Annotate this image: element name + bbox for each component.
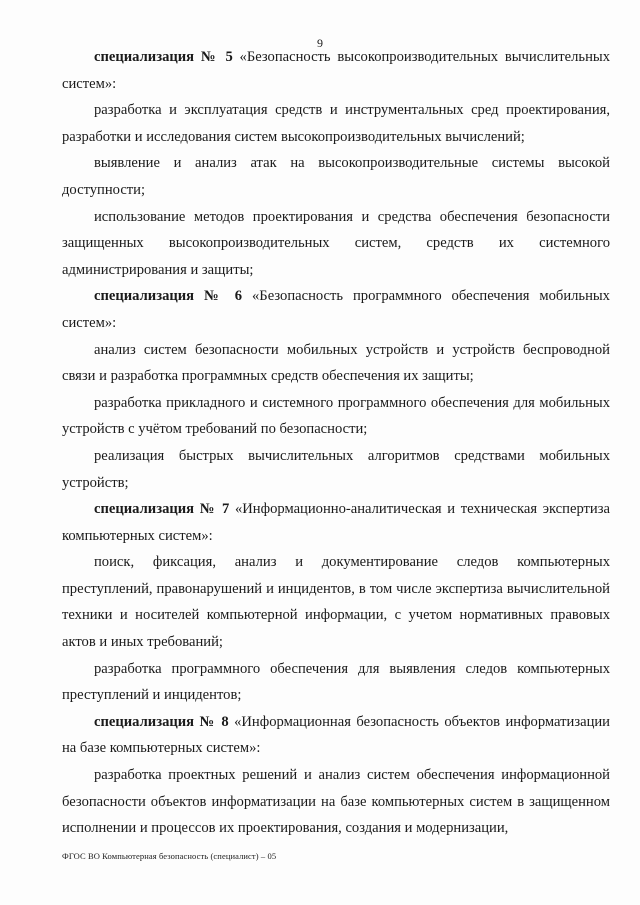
paragraph-text: использование методов проектирования и средства обеспечения безопасности защищенных высокопроизводительных систем, средств их системного администрирования и защиты; [62,208,610,278]
paragraph-text: анализ систем безопасности мобильных устройств и устройств беспроводной связи и разработка программных средств обеспечения их защиты; [62,341,610,385]
paragraph [62,44,610,97]
paragraph-text: «Информационная безопасность объектов информатизации на базе компьютерных систем»: [62,713,610,757]
specialization-label: специализация № 8 [94,713,229,730]
paragraph [62,337,610,390]
paragraph [62,443,610,496]
paragraph [62,656,610,709]
paragraph-text: реализация быстрых вычислительных алгоритмов средствами мобильных устройств; [62,447,610,491]
paragraph [62,709,610,762]
paragraph-text: разработка прикладного и системного программного обеспечения для мобильных устройств с учётом требований по безопасности; [62,394,610,438]
paragraph-text: «Безопасность программного обеспечения мобильных систем»: [62,288,610,331]
paragraph [62,762,610,842]
paragraph-text: поиск, фиксация, анализ и документирование следов компьютерных преступлений, правонарушений и инцидентов, в том числе экспертиза вычислительной техники и носителей компьютерной информации, с учетом нормативных правовых актов и иных требований; [62,554,610,651]
paragraph-text: выявление и анализ атак на высокопроизводительные системы высокой доступности; [62,155,610,198]
specialization-label: специализация № 6 [94,288,243,305]
paragraph [62,283,610,336]
paragraph-text: разработка программного обеспечения для выявления следов компьютерных преступлений и инцидентов; [62,660,610,704]
document-body [62,44,610,842]
paragraph-text: разработка проектных решений и анализ систем обеспечения информационной безопасности объектов информатизации на базе компьютерных систем в защищенном исполнении и процессов их проектирования, создания и модернизации, [62,767,610,837]
footer-note: ФГОС ВО Компьютерная безопасность (специалист) – 05 [62,851,277,861]
paragraph [62,496,610,549]
paragraph [62,97,610,150]
paragraph [62,549,610,655]
paragraph-text: разработка и эксплуатация средств и инструментальных сред проектирования, разработки и исследования систем высокопроизводительных вычислений; [62,102,610,145]
specialization-label: специализация № 7 [94,501,230,518]
paragraph-text: «Информационно-аналитическая и техническая экспертиза компьютерных систем»: [62,501,610,544]
paragraph-text: «Безопасность высокопроизводительных вычислительных систем»: [62,49,610,92]
paragraph [62,204,610,284]
specialization-label: специализация № 5 [94,49,233,65]
paragraph [62,150,610,203]
paragraph [62,390,610,443]
page-number: 9 [317,36,323,50]
